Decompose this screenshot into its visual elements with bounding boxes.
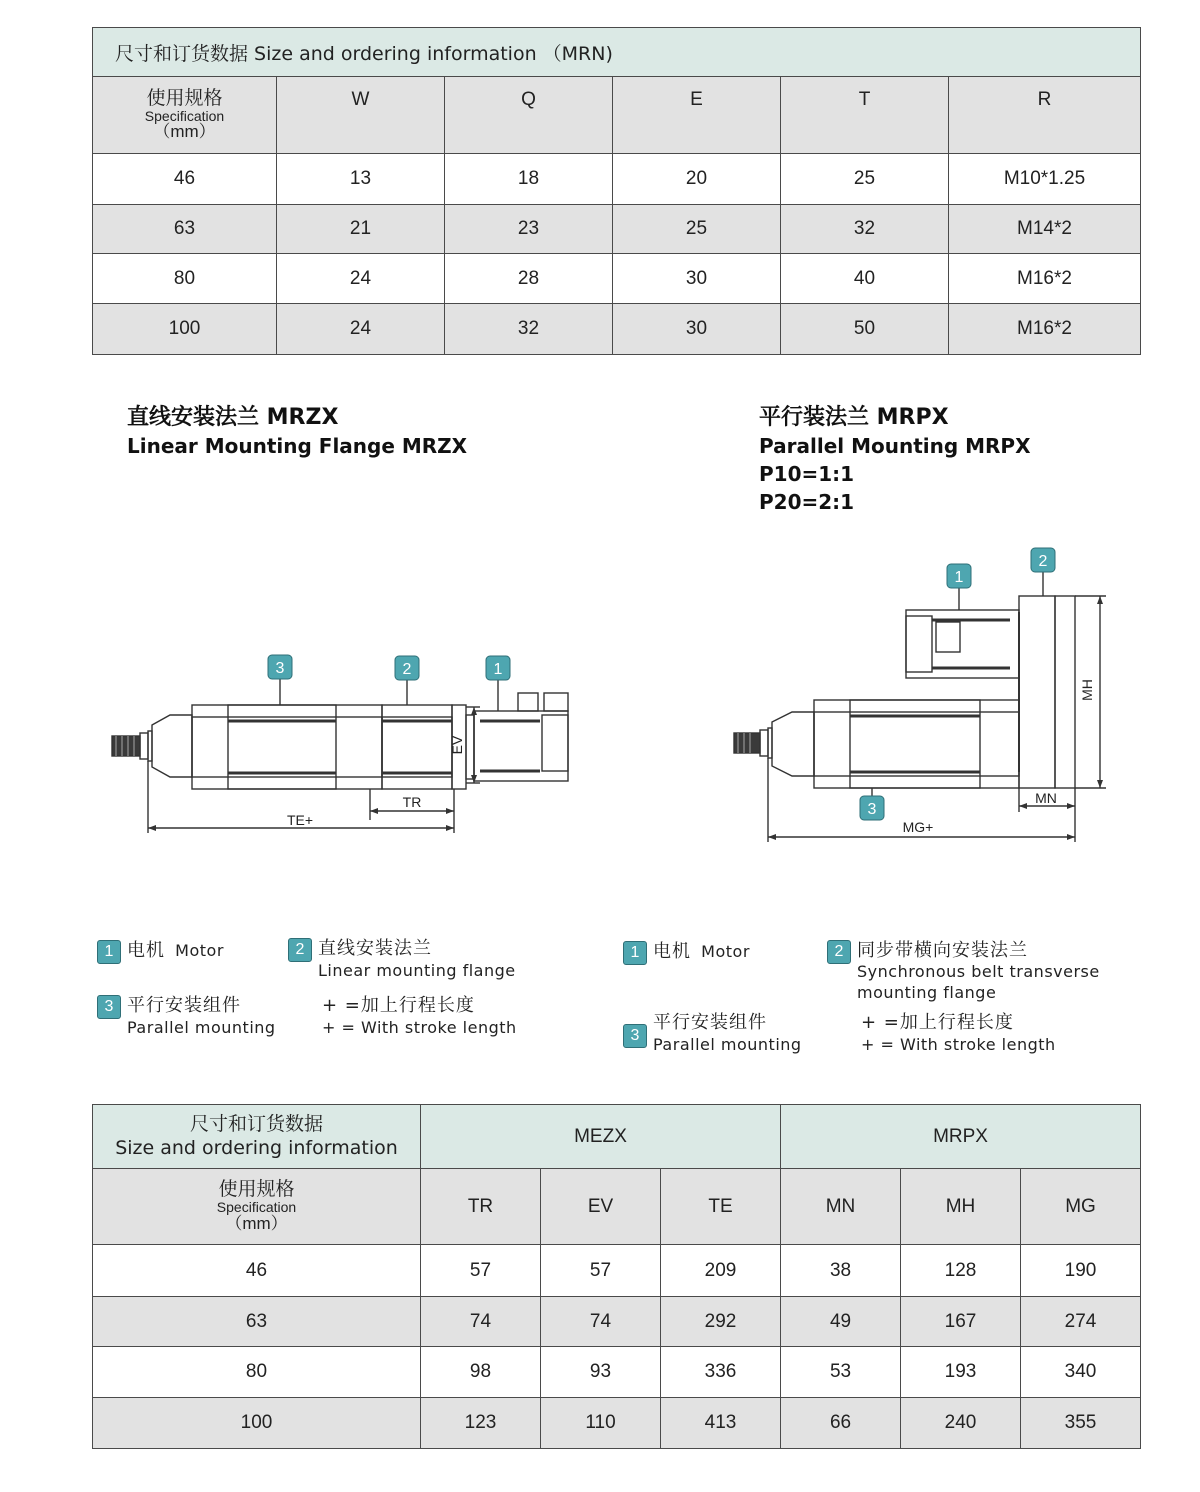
cell: 25 (781, 154, 949, 205)
cell: M16*2 (949, 254, 1141, 304)
cell: 63 (93, 205, 277, 254)
col-header-ev: EV (541, 1169, 661, 1245)
cell: 30 (613, 304, 781, 355)
cell: 292 (661, 1297, 781, 1347)
parallel-mounting-diagram (720, 540, 1130, 850)
spec-header (93, 77, 277, 154)
table-row (93, 304, 1141, 355)
table-row (93, 1297, 1141, 1347)
cell: 355 (1021, 1398, 1141, 1449)
linear-flange-diagram (100, 645, 590, 845)
spec-header (93, 1169, 421, 1245)
legend-right-stroke: + =加上行程长度 + = With stroke length (861, 1012, 1056, 1054)
table1-title: 尺寸和订货数据 Size and ordering information （MRN) (93, 28, 1141, 77)
cell: 340 (1021, 1347, 1141, 1398)
table-row (93, 254, 1141, 304)
legend-left-stroke: + =加上行程长度 + = With stroke length (322, 995, 517, 1037)
cell: 24 (277, 254, 445, 304)
right-title-cn: 平行装法兰 MRPX (759, 405, 949, 430)
cell: 100 (93, 304, 277, 355)
cell: 23 (445, 205, 613, 254)
col-header-e: E (613, 77, 781, 154)
spec-unit: （mm） (225, 1213, 288, 1233)
size-table-mezx-mrpx (92, 1104, 1141, 1449)
col-header-mh: MH (901, 1169, 1021, 1245)
dim-tr: TR (402, 794, 422, 810)
cell: 40 (781, 254, 949, 304)
cell: 46 (93, 1245, 421, 1297)
col-header-w: W (277, 77, 445, 154)
cell: 80 (93, 254, 277, 304)
legend-right-motor: 1 电机 Motor (623, 941, 750, 965)
left-title-cn: 直线安装法兰 MRZX (127, 405, 339, 430)
col-header-r: R (949, 77, 1141, 154)
spec-cn: 使用规格 (218, 1178, 295, 1201)
badge-3-right (860, 796, 884, 820)
cell: 66 (781, 1398, 901, 1449)
cell: 80 (93, 1347, 421, 1398)
cell: 63 (93, 1297, 421, 1347)
spec-cn: 使用规格 (146, 86, 223, 109)
svg-text:1: 1 (954, 569, 964, 586)
cell: 32 (445, 304, 613, 355)
col-header-mg: MG (1021, 1169, 1141, 1245)
cell: 74 (541, 1297, 661, 1347)
cell: 193 (901, 1347, 1021, 1398)
legend-badge: 3 (623, 1024, 647, 1048)
svg-text:3: 3 (867, 801, 877, 818)
right-section-title (759, 404, 1031, 516)
legend-left-motor: 1 电机 Motor (97, 940, 224, 964)
legend-badge: 1 (623, 941, 647, 965)
dim-mg: MG+ (902, 819, 934, 835)
cell: 274 (1021, 1297, 1141, 1347)
spec-unit: （mm） (153, 122, 216, 142)
cell: 190 (1021, 1245, 1141, 1297)
right-title-en: Parallel Mounting MRPX (759, 434, 1031, 458)
cell: 167 (901, 1297, 1021, 1347)
dim-mn: MN (1035, 790, 1057, 806)
cell: 413 (661, 1398, 781, 1449)
dim-ev: EV (449, 735, 465, 755)
cell: 21 (277, 205, 445, 254)
group-header-mrpx: MRPX (781, 1105, 1141, 1169)
size-table-mrn (92, 27, 1141, 355)
dim-te: TE+ (286, 812, 314, 828)
cell: 25 (613, 205, 781, 254)
ratio-p20: P20=2:1 (759, 490, 855, 514)
cell: 100 (93, 1398, 421, 1449)
spec-en: Specification (144, 107, 225, 124)
cell: 50 (781, 304, 949, 355)
table2-title-cn: 尺寸和订货数据 (189, 1112, 323, 1135)
col-header-mn: MN (781, 1169, 901, 1245)
cell: 30 (613, 254, 781, 304)
cell: 57 (541, 1245, 661, 1297)
spec-en: Specification (216, 1199, 297, 1216)
badge-1-left (486, 656, 510, 680)
table-row (93, 1347, 1141, 1398)
cell: 110 (541, 1398, 661, 1449)
cell: 13 (277, 154, 445, 205)
legend-badge: 1 (97, 940, 121, 964)
cell: M14*2 (949, 205, 1141, 254)
cell: 123 (421, 1398, 541, 1449)
col-header-t: T (781, 77, 949, 154)
cell: 74 (421, 1297, 541, 1347)
badge-1-right (947, 564, 971, 588)
table2-title (93, 1105, 421, 1169)
left-section-title (127, 404, 467, 460)
cell: 24 (277, 304, 445, 355)
cell: 46 (93, 154, 277, 205)
cell: 20 (613, 154, 781, 205)
cell: M10*1.25 (949, 154, 1141, 205)
table-row (93, 1398, 1141, 1449)
col-header-te: TE (661, 1169, 781, 1245)
cell: 128 (901, 1245, 1021, 1297)
legend-badge: 2 (827, 940, 851, 964)
legend-right-parallel: 3平行安装组件 Parallel mounting (623, 1012, 802, 1056)
badge-2-right (1031, 548, 1055, 572)
svg-text:1: 1 (493, 661, 503, 678)
cell: 98 (421, 1347, 541, 1398)
col-header-q: Q (445, 77, 613, 154)
table2-title-en: Size and ordering information (115, 1136, 398, 1159)
cell: 53 (781, 1347, 901, 1398)
cell: 49 (781, 1297, 901, 1347)
cell: 336 (661, 1347, 781, 1398)
svg-text:3: 3 (275, 660, 285, 677)
cell: 18 (445, 154, 613, 205)
cell: 93 (541, 1347, 661, 1398)
legend-badge: 2 (288, 938, 312, 962)
dim-mh: MH (1079, 679, 1095, 701)
legend-left-parallel: 3 平行安装组件 Parallel mounting (97, 995, 276, 1039)
legend-badge: 3 (97, 995, 121, 1019)
ratio-p10: P10=1:1 (759, 462, 855, 486)
cell: M16*2 (949, 304, 1141, 355)
cell: 38 (781, 1245, 901, 1297)
left-title-en: Linear Mounting Flange MRZX (127, 434, 468, 458)
svg-text:2: 2 (1038, 553, 1048, 570)
col-header-tr: TR (421, 1169, 541, 1245)
table-row (93, 1245, 1141, 1297)
svg-text:2: 2 (402, 661, 412, 678)
badge-2-left (395, 656, 419, 680)
legend-right-belt-flange: 2 同步带横向安装法兰 Synchronous belt transverse mounting flange (827, 940, 1100, 1003)
cell: 32 (781, 205, 949, 254)
legend-left-linear-flange: 2 直线安装法兰 Linear mounting flange (288, 938, 516, 982)
cell: 209 (661, 1245, 781, 1297)
cell: 240 (901, 1398, 1021, 1449)
group-header-mezx: MEZX (421, 1105, 781, 1169)
badge-3-left (268, 655, 292, 679)
table-row (93, 154, 1141, 205)
table-row (93, 205, 1141, 254)
cell: 57 (421, 1245, 541, 1297)
cell: 28 (445, 254, 613, 304)
